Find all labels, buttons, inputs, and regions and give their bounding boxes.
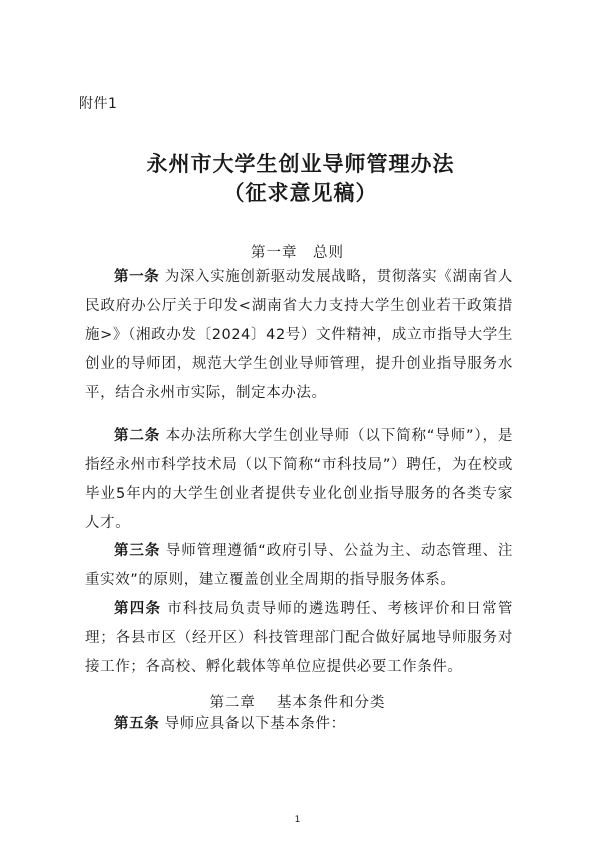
article-text: 本办法所称大学生创业导师（以下简称“导师”），是指经永州市科学技术局（以下简称“市科技局”）聘任，为在校或毕业5年内的大学生创业者提供专业化创业指导服务的各类专家人才。 <box>85 428 513 531</box>
article-2 <box>85 422 513 538</box>
article-text: 导师应具备以下基本条件： <box>164 716 346 732</box>
article-4 <box>85 595 513 682</box>
document-title: 永州市大学生创业导师管理办法 <box>146 151 455 176</box>
document-subtitle: （征求意见稿） <box>223 180 378 205</box>
article-5 <box>85 710 513 739</box>
article-3 <box>85 537 513 595</box>
article-text: 市科技局负责导师的遴选聘任、考核评价和日常管理；各县市区（经开区）科技管理部门配合做好属地导师服务对接工作；各高校、孵化载体等单位应提供必要工作条件。 <box>85 601 514 675</box>
article-1 <box>85 263 513 408</box>
chapter-heading-1: 第一章 总则 <box>251 245 344 261</box>
article-label: 第二条 <box>114 428 161 444</box>
article-text: 导师管理遵循“政府引导、公益为主、动态管理、注重实效”的原则，建立覆盖创业全周期的指导服务体系。 <box>85 543 513 588</box>
attachment-label: 附件1 <box>79 96 118 112</box>
chapter-heading-2: 第二章 基本条件和分类 <box>209 695 386 711</box>
page-number: 1 <box>294 815 301 825</box>
article-text: 为深入实施创新驱动发展战略，贯彻落实《湖南省人民政府办公厅关于印发<湖南省大力支持大学生创业若干政策措施>》（湘政办发〔2024〕42号）文件精神，成立市指导大学生创业的导师团，规范大学生创业导师管理，提升创业指导服务水平，结合永州市实际，制定本办法。 <box>85 269 513 401</box>
article-label: 第四条 <box>114 601 162 617</box>
article-label: 第三条 <box>114 543 161 559</box>
article-label: 第一条 <box>114 269 160 285</box>
article-label: 第五条 <box>114 716 160 732</box>
